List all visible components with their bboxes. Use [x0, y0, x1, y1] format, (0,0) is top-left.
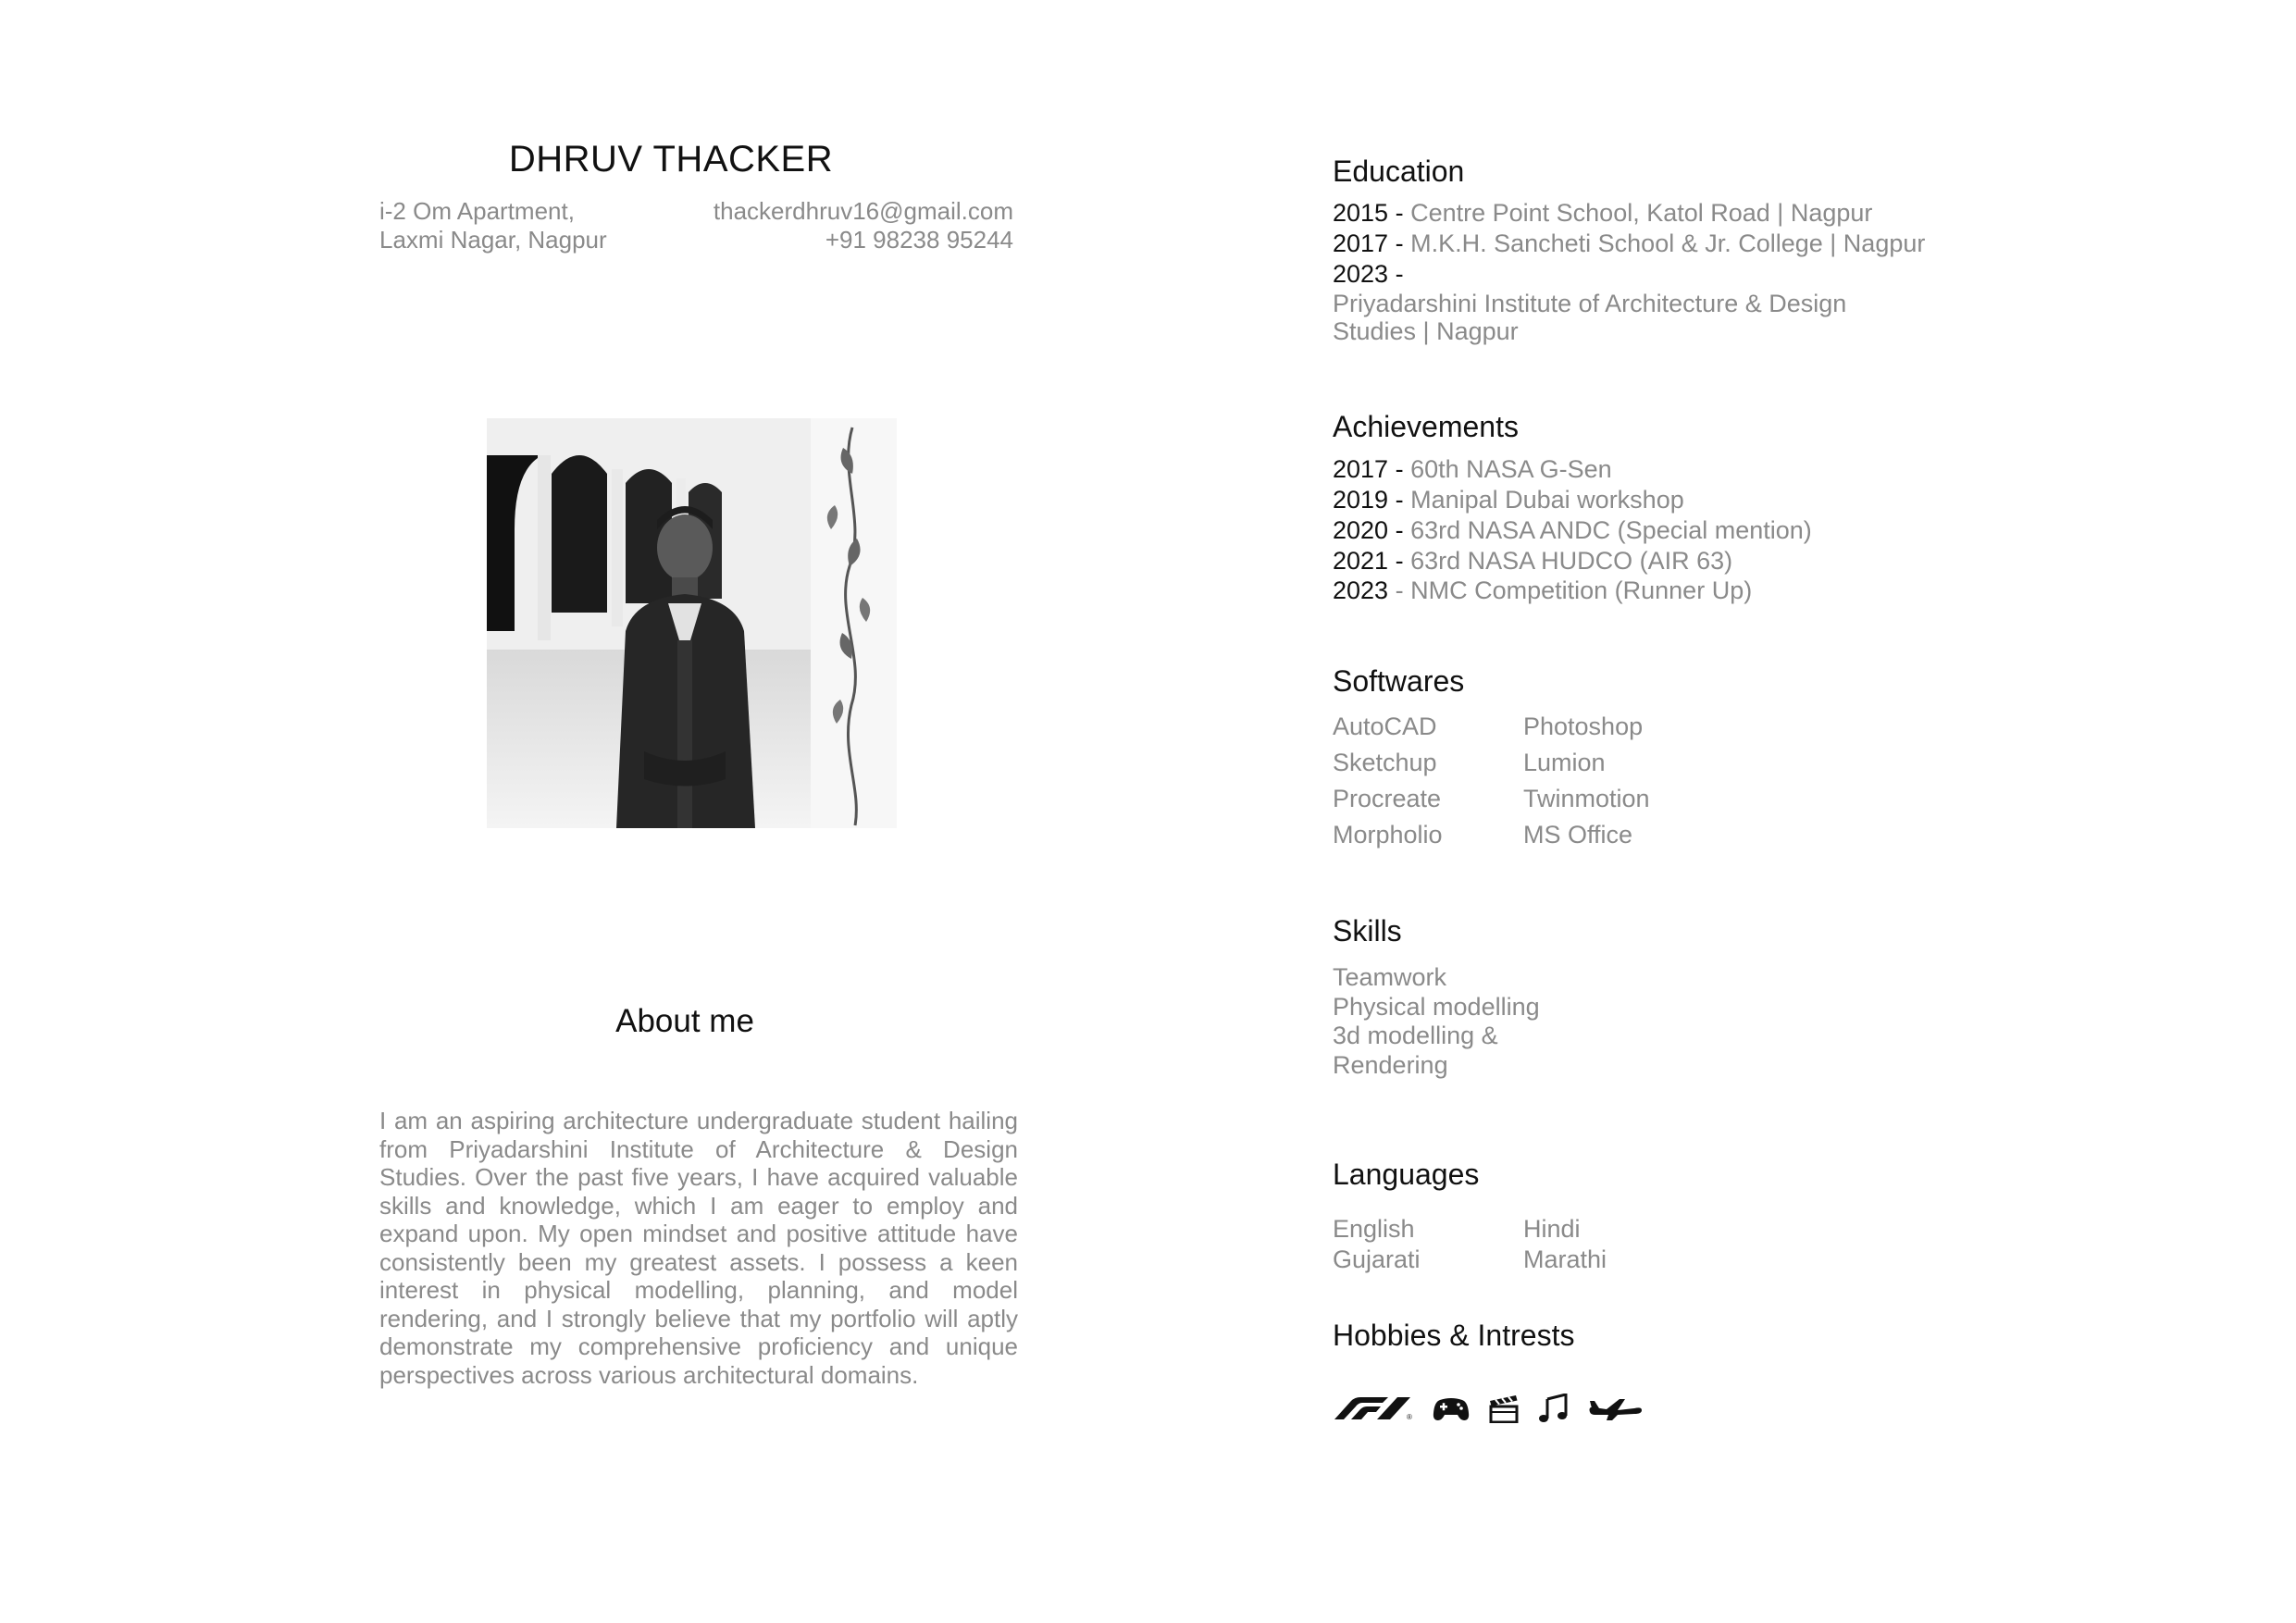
language-item: Gujarati [1333, 1245, 1421, 1273]
education-heading: Education [1333, 155, 1465, 188]
achievement-item [1333, 485, 1812, 515]
skill-item: Physical modelling [1333, 992, 1540, 1021]
gamepad-icon [1433, 1394, 1470, 1422]
skill-item: Rendering [1333, 1050, 1448, 1079]
hobbies-heading: Hobbies & Intrests [1333, 1319, 1575, 1352]
address-block [379, 197, 607, 254]
achievements-heading: Achievements [1333, 410, 1519, 443]
language-item: Hindi [1523, 1215, 1581, 1243]
achievement-item [1333, 546, 1812, 576]
language-item: Marathi [1523, 1245, 1607, 1273]
achievement-text: Manipal Dubai workshop [1410, 486, 1684, 514]
candidate-name: DHRUV THACKER [508, 139, 834, 180]
skills-heading: Skills [1333, 914, 1402, 948]
phone-number: +91 98238 95244 [825, 226, 1013, 254]
education-year: 2015 - [1333, 199, 1404, 227]
education-year: 2017 - [1333, 229, 1404, 257]
achievement-text: 63rd NASA ANDC (Special mention) [1410, 516, 1812, 544]
achievement-year: 2023 [1333, 576, 1389, 604]
education-text: Priyadarshini Institute of Architecture & Design [1333, 290, 1847, 317]
hobbies-icons [1333, 1394, 1644, 1423]
skill-item: 3d modelling & [1333, 1022, 1498, 1049]
education-item [1333, 229, 1925, 259]
achievement-text: - NMC Competition (Runner Up) [1395, 576, 1753, 604]
achievement-item [1333, 576, 1812, 605]
achievement-year: 2019 - [1333, 486, 1404, 514]
software-item: Photoshop [1523, 712, 1644, 740]
languages-heading: Languages [1333, 1158, 1480, 1191]
address-line-2: Laxmi Nagar, Nagpur [379, 226, 607, 254]
svg-text:®: ® [1407, 1413, 1412, 1419]
education-list [1333, 198, 1925, 345]
achievement-item [1333, 454, 1812, 485]
education-text: M.K.H. Sancheti School & Jr. College | Nagpur [1410, 229, 1926, 257]
music-note-icon [1538, 1394, 1570, 1423]
achievement-year: 2017 - [1333, 455, 1404, 483]
softwares-heading: Softwares [1333, 664, 1465, 698]
education-item [1333, 259, 1925, 290]
profile-photo [487, 418, 897, 828]
about-paragraph: I am an aspiring architecture undergraduate student hailing from Priyadarshini Institute of Architecture & Design Studies. Over the past five years, I have acquired valuable skills and knowledge, which I am eager to employ and expand upon. My open mindset and positive attitude have consistently been my greatest assets. I possess a keen interest in physical modelling, planning, and model rendering, and I strongly believe that my portfolio will aptly demonstrate my comprehensive proficiency and unique perspectives across various architectural domains. [379, 1107, 1018, 1389]
education-text: Centre Point School, Katol Road | Nagpur [1410, 199, 1873, 227]
software-item: Lumion [1523, 749, 1606, 776]
f1-logo-icon [1333, 1397, 1414, 1419]
address-line-1: i-2 Om Apartment, [379, 197, 575, 225]
software-item: Sketchup [1333, 749, 1437, 776]
education-year: 2023 - [1333, 260, 1404, 288]
education-item [1333, 198, 1925, 229]
clapperboard-icon [1488, 1394, 1520, 1423]
skill-item: Teamwork [1333, 963, 1447, 991]
achievement-year: 2021 - [1333, 547, 1404, 575]
softwares-grid [1333, 712, 1764, 849]
languages-grid [1333, 1215, 1708, 1274]
achievements-list [1333, 454, 1812, 605]
software-item: MS Office [1523, 821, 1633, 849]
software-item: Morpholio [1333, 821, 1443, 849]
achievement-item [1333, 515, 1812, 546]
email-address: thackerdhruv16@gmail.com [713, 197, 1013, 225]
software-item: AutoCAD [1333, 712, 1437, 740]
education-text-cont: Studies | Nagpur [1333, 317, 1519, 345]
achievement-text: 60th NASA G-Sen [1410, 455, 1612, 483]
language-item: English [1333, 1215, 1415, 1243]
software-item: Twinmotion [1523, 785, 1650, 812]
contact-block [648, 197, 1013, 254]
achievement-year: 2020 - [1333, 516, 1404, 544]
airplane-icon [1588, 1395, 1644, 1421]
software-item: Procreate [1333, 785, 1442, 812]
achievement-text: 63rd NASA HUDCO (AIR 63) [1410, 547, 1733, 575]
about-heading: About me [615, 1003, 754, 1039]
skills-list [1333, 963, 1540, 1080]
